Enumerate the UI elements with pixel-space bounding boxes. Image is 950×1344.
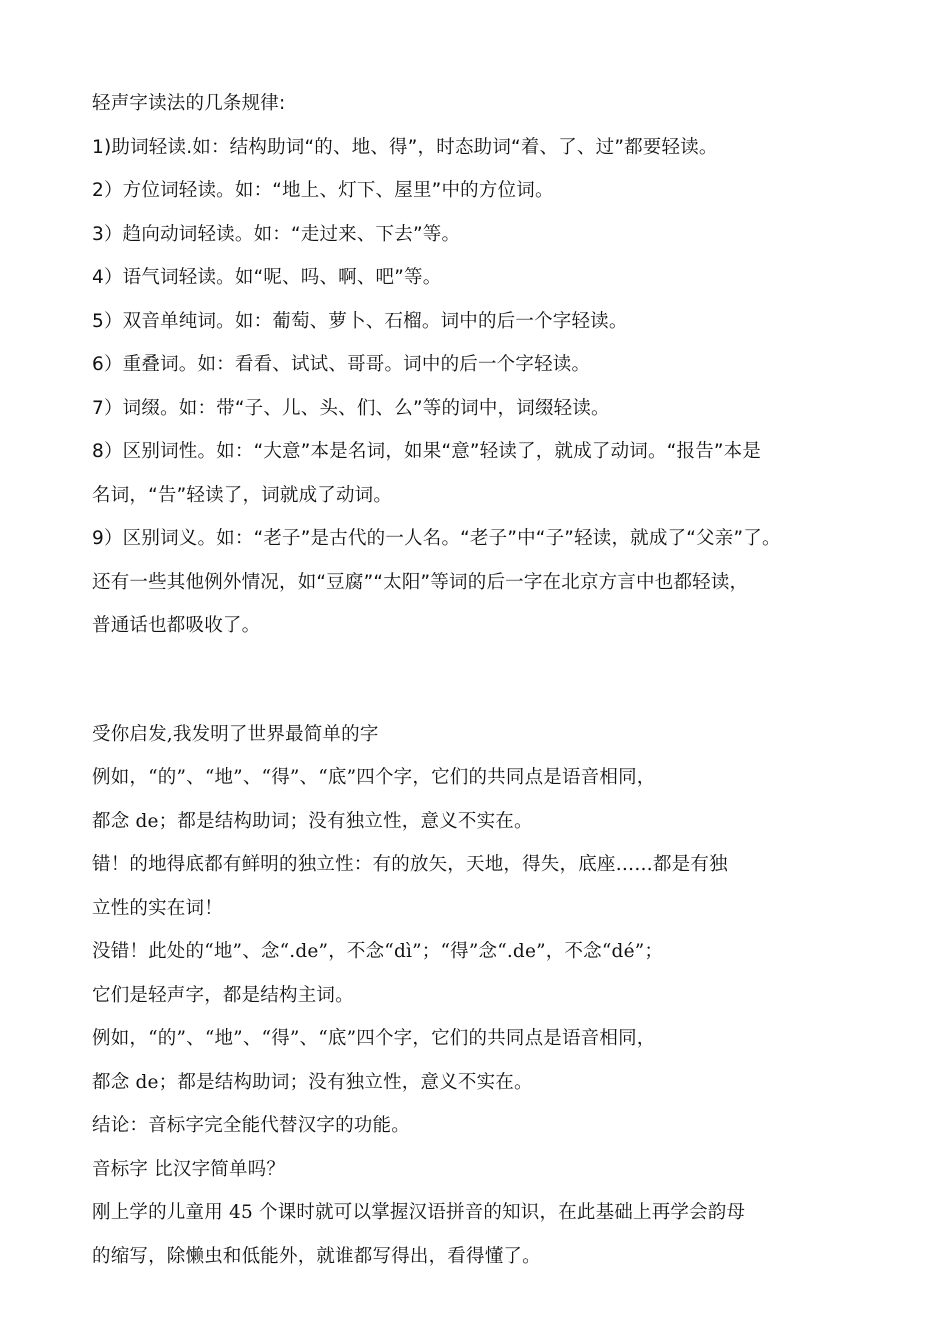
discussion-heading: 受你启发,我发明了世界最简单的字 bbox=[92, 723, 379, 745]
discussion-line: 错！的地得底都有鲜明的独立性：有的放矢，天地，得失，底座……都是有独 bbox=[92, 854, 728, 875]
section-heading: 轻声字读法的几条规律: bbox=[92, 93, 286, 114]
rule-2: 2）方位词轻读。如：“地上、灯下、屋里”中的方位词。 bbox=[92, 180, 554, 201]
rule-6: 6）重叠词。如：看看、试试、哥哥。词中的后一个字轻读。 bbox=[92, 354, 591, 375]
rule-7: 7）词缀。如：带“子、儿、头、们、么”等的词中，词缀轻读。 bbox=[92, 397, 610, 419]
discussion-line: 例如，“的”、“地”、“得”、“底”四个字，它们的共同点是语音相同， bbox=[92, 1028, 656, 1049]
question-line: 音标字 比汉字简单吗？ bbox=[92, 1158, 286, 1180]
discussion-line: 它们是轻声字，都是结构主词。 bbox=[92, 984, 354, 1006]
document-body bbox=[92, 82, 872, 1278]
rule-4: 4）语气词轻读。如“呢、吗、啊、吧”等。 bbox=[92, 267, 442, 288]
rule-3: 3）趋向动词轻读。如：“走过来、下去”等。 bbox=[92, 223, 461, 245]
exceptions-line-2: 普通话也都吸收了。 bbox=[92, 615, 261, 636]
answer-line-1: 刚上学的儿童用 45 个课时就可以掌握汉语拼音的知识，在此基础上再学会韵母 bbox=[92, 1202, 746, 1223]
rule-8-line-2: 名词，“告”轻读了，词就成了动词。 bbox=[92, 484, 393, 506]
discussion-line: 立性的实在词！ bbox=[92, 897, 223, 919]
discussion-line: 都念 de；都是结构助词；没有独立性，意义不实在。 bbox=[92, 810, 533, 832]
neutral-tone-rules-section bbox=[92, 82, 872, 648]
discussion-line: 例如，“的”、“地”、“得”、“底”四个字，它们的共同点是语音相同， bbox=[92, 767, 656, 788]
rule-8-line-1: 8）区别词性。如：“大意”本是名词，如果“意”轻读了，就成了动词。“报告”本是 bbox=[92, 441, 762, 462]
rule-5: 5）双音单纯词。如：葡萄、萝卜、石榴。词中的后一个字轻读。 bbox=[92, 310, 628, 332]
rule-1: 1)助词轻读.如：结构助词“的、地、得”，时态助词“着、了、过”都要轻读。 bbox=[92, 136, 718, 158]
section-spacer bbox=[92, 648, 872, 713]
answer-line-2: 的缩写，除懒虫和低能外，就谁都写得出，看得懂了。 bbox=[92, 1245, 541, 1267]
conclusion-line: 结论：音标字完全能代替汉字的功能。 bbox=[92, 1115, 410, 1136]
discussion-line: 都念 de；都是结构助词；没有独立性，意义不实在。 bbox=[92, 1071, 533, 1093]
exceptions-line-1: 还有一些其他例外情况，如“豆腐”“太阳”等词的后一字在北京方言中也都轻读， bbox=[92, 571, 749, 593]
rule-9: 9）区别词义。如：“老子”是古代的一人名。“老子”中“子”轻读，就成了“父亲”了。 bbox=[92, 528, 781, 549]
discussion-line: 没错！此处的“地”、念“.de”，不念“dì”；“得”念“.de”，不念“dé”； bbox=[92, 941, 664, 962]
phonetic-script-discussion-section bbox=[92, 713, 872, 1279]
